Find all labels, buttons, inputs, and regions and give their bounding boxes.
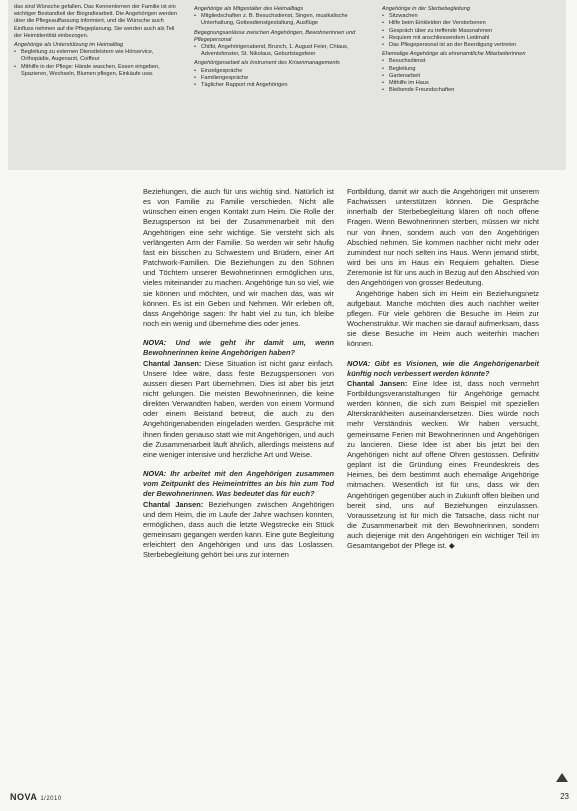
info-box-list (382, 58, 560, 94)
list-item: • Gartenarbeit (382, 73, 560, 80)
info-box-list (194, 44, 372, 58)
issue-number: 1/2010 (40, 796, 62, 802)
speaker-name: Chantal Jansen: (143, 499, 204, 509)
list-item: • Begleitung (382, 66, 560, 73)
list-item: • Hilfe beim Einkleiden der Verstorbenen (382, 20, 560, 27)
question-text: Gibt es Visionen, wie die Angehörigenarbeit künftig noch verbessert werden könnte? (347, 358, 539, 378)
info-box-heading: Angehörige in der Sterbebegleitung (382, 6, 471, 12)
info-box-heading: Begegnungsanlässe zwischen Angehörigen, Bewohnerinnen und Pflegepersonal (194, 29, 356, 43)
info-box-intro: das sind Wünsche gefallen. Das Kennenlernen der Familie ist ein wichtiger Bestandteil der Biografiearbeit. Die Angehörigen werden über die Pflegeauffassung informiert, und die Wünsche auch Einfluss nehmen auf die Pflegeplanung. Sie werden auch als Teil der Heimidentität einbezogen. (14, 4, 177, 39)
list-item: • Sitzwachen (382, 13, 560, 20)
info-box-list (194, 13, 372, 27)
end-mark-icon: ◆ (448, 541, 455, 551)
info-box-heading: Ehemalige Angehörige als ehrenamtliche Mitarbeiterinnen (382, 51, 526, 58)
list-item: • Mithilfe in der Pflege: Hände waschen, Essen eingeben, Spazieren, Wechseln, Blumen pflegen, Einkäufe usw. (14, 64, 178, 78)
body-paragraph: Fortbildung, damit wir auch die Angehörigen mit unserem Fachwissen unterstützen können. Die Gespräche innerhalb der Sterbebegleitung klären oft noch offene Fragen. Wenn Bewohnerinnen sterben, müssen wir nicht nur von ihnen, sondern auch von den Angehörigen Abschied nehmen. Sie kommen nachher nicht mehr oder zumindest nur noch selten ins Haus. Wenn jemand stirbt, wird bei uns im Haus ein Requiem gehalten. Diese Zeremonie ist für uns auch in Bezug auf den Abschied von den Angehörigen von grosser Bedeutung. (347, 187, 539, 288)
info-box-column-3 (382, 4, 560, 94)
question-label: NOVA: (143, 338, 167, 348)
magazine-name: NOVA (10, 792, 38, 802)
info-box-heading: Angehörige als Mitgestalter des Heimalltags (194, 6, 304, 12)
list-item: • Chilbi, Angehörigenabend, Brunch, 1. August Feier, Chlaus, Adventsfenster, St. Nikolaus, Geburtstagsfeier (194, 44, 372, 58)
interview-answer (347, 379, 539, 552)
list-item: • Bleibende Freundschaften (382, 87, 560, 94)
list-item: • Besuchsdienst (382, 58, 560, 65)
question-text: Und wie geht ihr damit um, wenn Bewohnerinnen keine Angehörigen haben? (143, 338, 334, 358)
article-column-left (143, 187, 334, 560)
list-item: • Täglicher Rapport mit Angehörigen (194, 82, 372, 89)
interview-question (347, 359, 539, 379)
info-box-list (14, 49, 178, 78)
question-label: NOVA: (143, 469, 167, 479)
info-box-column-2 (194, 4, 372, 89)
answer-text: Diese Situation ist nicht ganz einfach. Unsere Idee wäre, dass feste Bezugspersonen von aussen diesen Part übernehmen. Dies ist aber bis jetzt nicht gelungen. Die meisten Bewohnerinnen, die keine direkten Verwandten haben, werden von einem Vormund oder einem Beistand betreut, die auch zu den Angehörigenabenden eingeladen werden. Gespräche mit ihnen finden genauso statt wie mit Angehörigen, und auch die Zusammenarbeit läuft ähnlich, allerdings meistens auf eine weniger intensive und herzliche Art und Weise. (143, 358, 334, 459)
answer-text: Beziehungen zwischen Angehörigen und dem Heim, die im Laufe der Jahre wachsen konnten, ermöglichen, dass auch die letzte Wegstrecke ein Stück gemeinsam gegangen werden kann. Eine gute Begleitung erleichtert den Angehörigen und uns das Loslassen. Sterbebegleitung gehört bei uns zur internen (143, 499, 334, 560)
interview-question (143, 469, 334, 499)
info-box-list (194, 68, 372, 90)
article-column-right (347, 187, 539, 551)
question-label: NOVA: (347, 358, 371, 368)
info-box-heading: Angehörige als Unterstützung im Heimalltag (14, 42, 124, 49)
speaker-name: Chantal Jansen: (347, 378, 408, 388)
speaker-name: Chantal Jansen: (143, 358, 202, 368)
info-box-column-1 (14, 4, 178, 78)
info-box-heading: Angehörigenarbeit als Instrument des Krisenmanagements (194, 60, 340, 67)
interview-answer (143, 500, 334, 561)
info-box-list (382, 13, 560, 49)
list-item: • Requiem mit anschliessendem Leidmahl (382, 35, 560, 42)
corner-logo-icon (555, 771, 569, 783)
footer-magazine (10, 792, 62, 802)
list-item: • Gespräch über zu treffende Massnahmen (382, 28, 560, 35)
list-item: • Das Pflegepersonal ist an der Beerdigung vertreten (382, 42, 560, 49)
list-item: • Familiengespräche (194, 75, 372, 82)
info-box (8, 0, 566, 170)
answer-text: Eine Idee ist, dass noch vermehrt Fortbildungsveranstaltungen für Angehörige gemacht werden können, die sich zum Beispiel mit speziellen Alterskrankheiten auseinandersetzen. Dies würde noch mehr Verständnis wecken. Wir haben versucht, gemeinsame Ferien mit Bewohnerinnen und Angehörigen zu lancieren. Diese Idee ist aber bis jetzt bei den Angehörigen nicht auf offene Ohren gestossen. Definitiv geplant ist die Gründung eines Freundeskreis des Heimes, bei dem bestimmt auch ehemalige Angehörige mitmachen. Wesentlich ist für uns, dass wir den Angehörigen gegenüber auch in Zukunft offen bleiben und bereit sind, uns auf Beziehungen einzulassen. Voraussetzung ist für mich die Tatsache, dass nicht nur die Zusammenarbeit mit den Bewohnerinnen, sondern auch diejenige mit den Angehörigen ein wichtiger Teil im Gesamtangebot der Pflege ist. (347, 378, 540, 551)
interview-question (143, 338, 334, 358)
question-text: Ihr arbeitet mit den Angehörigen zusammen vom Zeitpunkt des Heimeintrittes an bis hin zum Tod der Bewohnerinnen. Was bedeutet das für euch? (143, 469, 334, 499)
body-paragraph: Beziehungen, die auch für uns wichtig sind. Natürlich ist es von Familie zu Familie verschieden. Nicht alle wünschen einen engen Kontakt zum Heim. Die Rolle der Bezugsperson ist bei der Zusammenarbeit mit den Angehörigen eine sehr wichtige. Sie versteht sich als verlängerten Arm der Familie. So werden wir sehr häufig fast ein bisschen zu Schwestern und Brüdern, einer Art Patchwork-Familien. Die Beziehungen zu den Söhnen und Töchtern unserer Bewohnerinnen ermöglichen uns, vieles miteinander zu machen. Angehörige tun so viel, wie sie können und möchten, und wir machen das, was wir können. Es ist ein Geben und Nehmen. Wir erleben oft, dass Angehörige sagen: Ihr habt viel zu tun, ich bleibe noch ein wenig und übernehme dies oder jenes. (143, 187, 334, 329)
interview-answer (143, 359, 334, 461)
list-item: • Mitgliedschaften z. B. Besuchsdienst, Singen, musikalische Unterhaltung, Gottesdienstgestaltung, Ausflüge (194, 13, 372, 27)
body-paragraph: Angehörige haben sich im Heim ein Beziehungsnetz aufgebaut. Manche möchten dies auch nachher weiter pflegen. Für viele gehören die Besuche im Heim zur Wochenstruktur. Wir machen sie darauf aufmerksam, dass sie diese Besuche im Heim auch weiterhin machen können. (347, 288, 539, 349)
list-item: • Mithilfe im Haus (382, 80, 560, 87)
list-item: • Einzelgespräche (194, 68, 372, 75)
list-item: • Begleitung zu externen Dienstleistern wie Hörservice, Orthopädie, Augenarzt, Coiffeur (14, 49, 178, 63)
page-number: 23 (560, 792, 569, 801)
